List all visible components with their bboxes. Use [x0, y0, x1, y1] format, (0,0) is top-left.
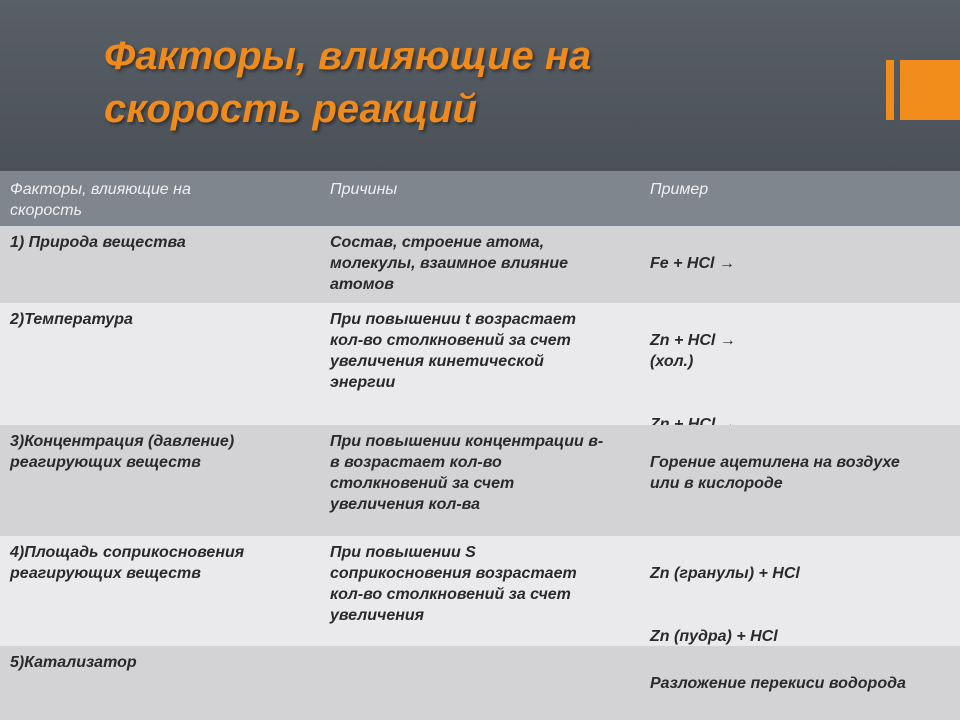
- reason-cell: При повышении концентрации в- в возрастает кол-во столкновений за счет увеличения кол-ва: [330, 433, 604, 513]
- example-text: Zn (гранулы) + HCl: [650, 565, 800, 582]
- table-row: [0, 536, 960, 646]
- table-row: [0, 226, 960, 303]
- factor-cell: 3)Концентрация (давление) реагирующих веществ: [10, 433, 235, 471]
- slide-title: [104, 30, 864, 136]
- table-row: [0, 646, 960, 720]
- decorative-accent-block: [900, 60, 960, 120]
- example-text: Fe + HCl →: [650, 255, 735, 272]
- header-cell-example: Пример: [650, 181, 709, 198]
- table-row: [0, 303, 960, 425]
- slide-header: [0, 0, 960, 171]
- table-header-row: [0, 171, 960, 226]
- reason-cell: [320, 646, 640, 652]
- example-cell: [640, 425, 960, 494]
- reason-cell: При повышении S соприкосновения возрастает кол-во столкновений за счет увеличения: [330, 544, 577, 624]
- reason-cell: Состав, строение атома, молекулы, взаимное влияние атомов: [330, 234, 569, 293]
- reason-cell: При повышении t возрастает кол-во столкновений за счет увеличения кинетической энергии: [330, 311, 576, 391]
- header-cell-reasons: Причины: [330, 181, 398, 198]
- factor-cell: 1) Природа вещества: [10, 234, 186, 251]
- example-cell: [640, 646, 960, 694]
- example-text: Zn + HCl → (хол.): [650, 332, 736, 370]
- example-text: Zn (пудра) + HCl: [650, 628, 778, 645]
- example-text: Разложение перекиси водорода: [650, 675, 906, 692]
- title-line-2: скорость реакций: [104, 87, 477, 131]
- factors-table: [0, 171, 960, 720]
- title-line-1: Факторы, влияющие на: [104, 34, 592, 78]
- example-cell: [640, 536, 960, 647]
- table-row: [0, 425, 960, 536]
- example-text: Горение ацетилена на воздухе или в кислороде: [650, 454, 900, 492]
- factor-cell: 4)Площадь соприкосновения реагирующих веществ: [10, 544, 245, 582]
- decorative-accent-bar: [886, 60, 894, 120]
- factor-cell: 2)Температура: [10, 311, 133, 328]
- factor-cell: 5)Катализатор: [10, 654, 137, 671]
- header-cell-factors: Факторы, влияющие на скорость: [10, 181, 191, 219]
